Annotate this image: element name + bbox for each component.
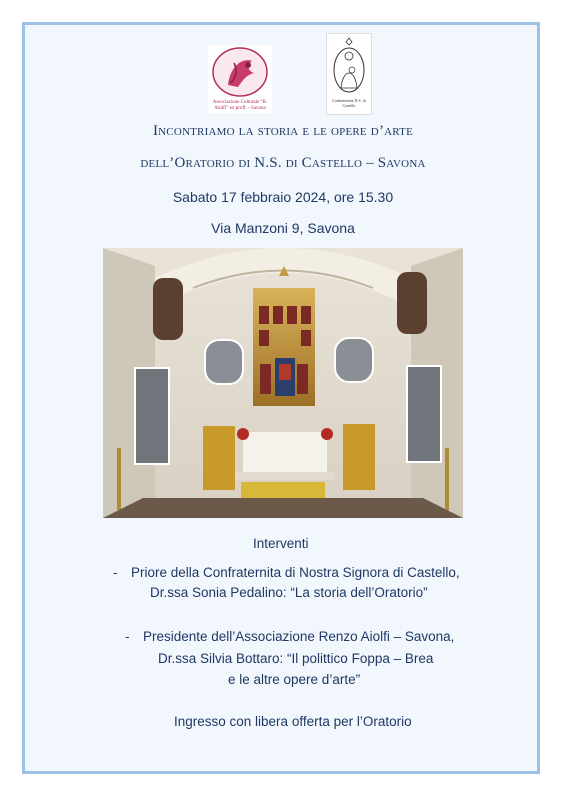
confraternity-caption: Confraternita N.S. di Castello	[332, 98, 366, 108]
talk-1-line-2: Dr.ssa Sonia Pedalino: “La storia dell’Oratorio”	[150, 585, 428, 600]
talk-1-dash: -	[113, 565, 118, 580]
madonna-emblem-icon	[327, 34, 371, 96]
confraternity-logo	[326, 33, 372, 115]
talk-2-line-2: Dr.ssa Silvia Bottaro: “Il polittico Foppa – Brea	[158, 651, 434, 666]
talk-2-line-3: e le altre opere d’arte”	[228, 672, 361, 687]
talk-1-line-1: Priore della Confraternita di Nostra Signora di Castello,	[131, 565, 460, 580]
entry-note: Ingresso con libera offerta per l’Oratorio	[174, 714, 412, 729]
talks-heading: Interventi	[253, 536, 309, 551]
altar-photo-illustration	[103, 248, 463, 518]
title-line-1: Incontriamo la storia e le opere d’arte	[152, 123, 414, 139]
oratory-interior-photo	[103, 248, 463, 518]
title-line-2: dell’Oratorio di N.S. di Castello – Savona	[140, 155, 426, 171]
association-caption: Associazione Culturale “R. Aiolfi” ex proff. - Savona	[212, 100, 268, 111]
talk-2-dash: -	[125, 629, 130, 644]
association-logo	[208, 45, 272, 113]
event-address: Via Manzoni 9, Savona	[211, 220, 355, 236]
talk-2-line-1: Presidente dell’Associazione Renzo Aiolfi – Savona,	[143, 629, 455, 644]
event-date: Sabato 17 febbraio 2024, ore 15.30	[172, 189, 394, 205]
